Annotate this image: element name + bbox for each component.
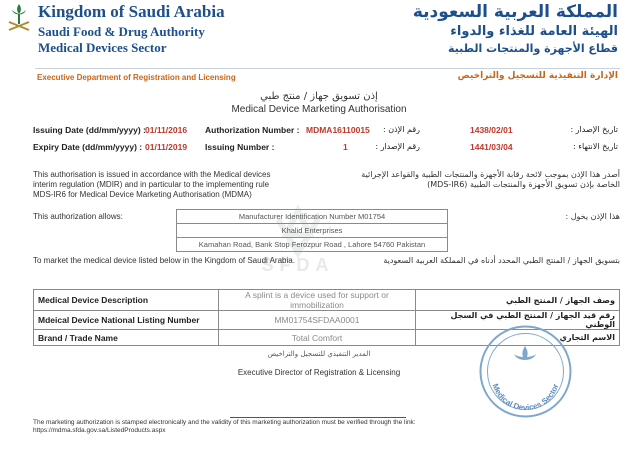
expiry-date-value: 01/11/2019: [145, 142, 188, 152]
official-seal-icon: [478, 324, 573, 419]
table-row: [177, 210, 448, 224]
listing-number-label: Mdeical Device National Listing Number: [34, 311, 219, 330]
header-sector-en: Medical Devices Sector: [38, 40, 167, 55]
issue-date-ar-label: تاريخ الإصدار :: [570, 125, 618, 134]
header-title-en: Kingdom of Saudi Arabia: [38, 2, 225, 21]
header-title-ar: المملكة العربية السعودية: [412, 2, 618, 22]
header-authority-en: Saudi Food & Drug Authority: [38, 24, 205, 39]
manufacturer-name: Khalid Enterprises: [177, 224, 448, 238]
document-title-en: Medical Device Marketing Authorisation: [231, 104, 407, 115]
expiry-date-ar-label: تاريخ الانتهاء :: [572, 142, 618, 151]
table-row: [34, 290, 620, 311]
statement-ar: أصدر هذا الإذن بموجب لائحة رقابة الأجهزة والمنتجات الطبية والقواعد الإجرائية الخاصة بإذن تسويق الأجهزة والمنتجات الطبية (MDS-IR6): [361, 170, 620, 189]
brand-name-label-ar: الاسم التجاري: [416, 330, 620, 346]
department-en: Executive Department of Registration and Licensing: [37, 73, 236, 82]
verification-link[interactable]: https://mdma.sfda.gov.sa/ListedProducts.aspx: [33, 427, 166, 434]
issuing-number-label: Issuing Number :: [205, 142, 275, 152]
header-divider: [35, 68, 620, 69]
table-row: [177, 238, 448, 252]
issuing-date-value: 01/11/2016: [145, 125, 188, 135]
brand-name-value: Total Comfort: [219, 330, 416, 346]
svg-text:Medical Devices Sector: [491, 382, 561, 412]
signature-title-ar: المدير التنفيذي للتسجيل والتراخيص: [267, 350, 371, 358]
authorization-number-value: MDMA16110015: [306, 125, 370, 135]
signature-line: [230, 417, 406, 418]
auth-number-ar-label: رقم الإذن :: [382, 125, 420, 134]
issuing-date-label: Issuing Date (dd/mm/yyyy) :: [33, 125, 146, 135]
allows-label-ar: هذا الإذن يخول :: [565, 212, 620, 221]
authorization-number-label: Authorization Number :: [205, 125, 300, 135]
issue-date-ar-value: 1438/02/01: [470, 125, 513, 135]
signature-title-en: Executive Director of Registration & Licensing: [237, 368, 401, 377]
saudi-emblem-icon: [2, 0, 36, 38]
device-description-label-ar: وصف الجهاز / المنتج الطبي: [416, 290, 620, 311]
header-sector-ar: قطاع الأجهزة والمنتجات الطبية: [447, 42, 618, 55]
issuing-number-value: 1: [343, 142, 348, 152]
market-line-en: To market the medical device listed below in the Kingdom of Saudi Arabia.: [33, 256, 295, 265]
document-title-ar: إذن تسويق جهاز / منتج طبي: [260, 91, 378, 102]
manufacturer-id: Manufacturer Identification Number M01754: [177, 210, 448, 224]
statement-en: This authorisation is issued in accordance with the Medical devices interim regulation (MDIR) and in particular to the implementing rule MDS-IR6 for Medical Device Marketing Authorisation (MDMA): [33, 170, 271, 199]
listing-number-value: MM01754SFDAA0001: [219, 311, 416, 330]
header-authority-ar: الهيئة العامة للغذاء والدواء: [450, 24, 618, 39]
watermark-text: SFDA: [261, 255, 335, 275]
issue-number-ar-label: رقم الإصدار :: [375, 142, 420, 151]
device-description-label: Medical Device Description: [34, 290, 219, 311]
manufacturer-address: Kamahan Road, Bank Stop Ferozpur Road , Lahore 54760 Pakistan: [177, 238, 448, 252]
allows-table: [176, 209, 448, 252]
expiry-date-label: Expiry Date (dd/mm/yyyy) :: [33, 142, 143, 152]
department-ar: الإدارة التنفيذية للتسجيل والتراخيص: [457, 71, 618, 81]
footer-note: The marketing authorization is stamped electronically and the validity of this marketing authorization must be verified through the link:: [33, 419, 416, 426]
listing-number-label-ar: رقم قيد الجهاز / المنتج الطبي في السجل الوطني: [416, 311, 620, 330]
table-row: [177, 224, 448, 238]
market-line-ar: بتسويق الجهاز / المنتج الطبي المحدد أدناه في المملكة العربية السعودية: [383, 256, 620, 265]
allows-label-en: This authorization allows:: [33, 212, 123, 221]
expiry-date-ar-value: 1441/03/04: [470, 142, 513, 152]
brand-name-label: Brand / Trade Name: [34, 330, 219, 346]
device-description-value: A splint is a device used for support or immobilization: [219, 290, 416, 311]
seal-text: Medical Devices Sector: [490, 382, 561, 413]
